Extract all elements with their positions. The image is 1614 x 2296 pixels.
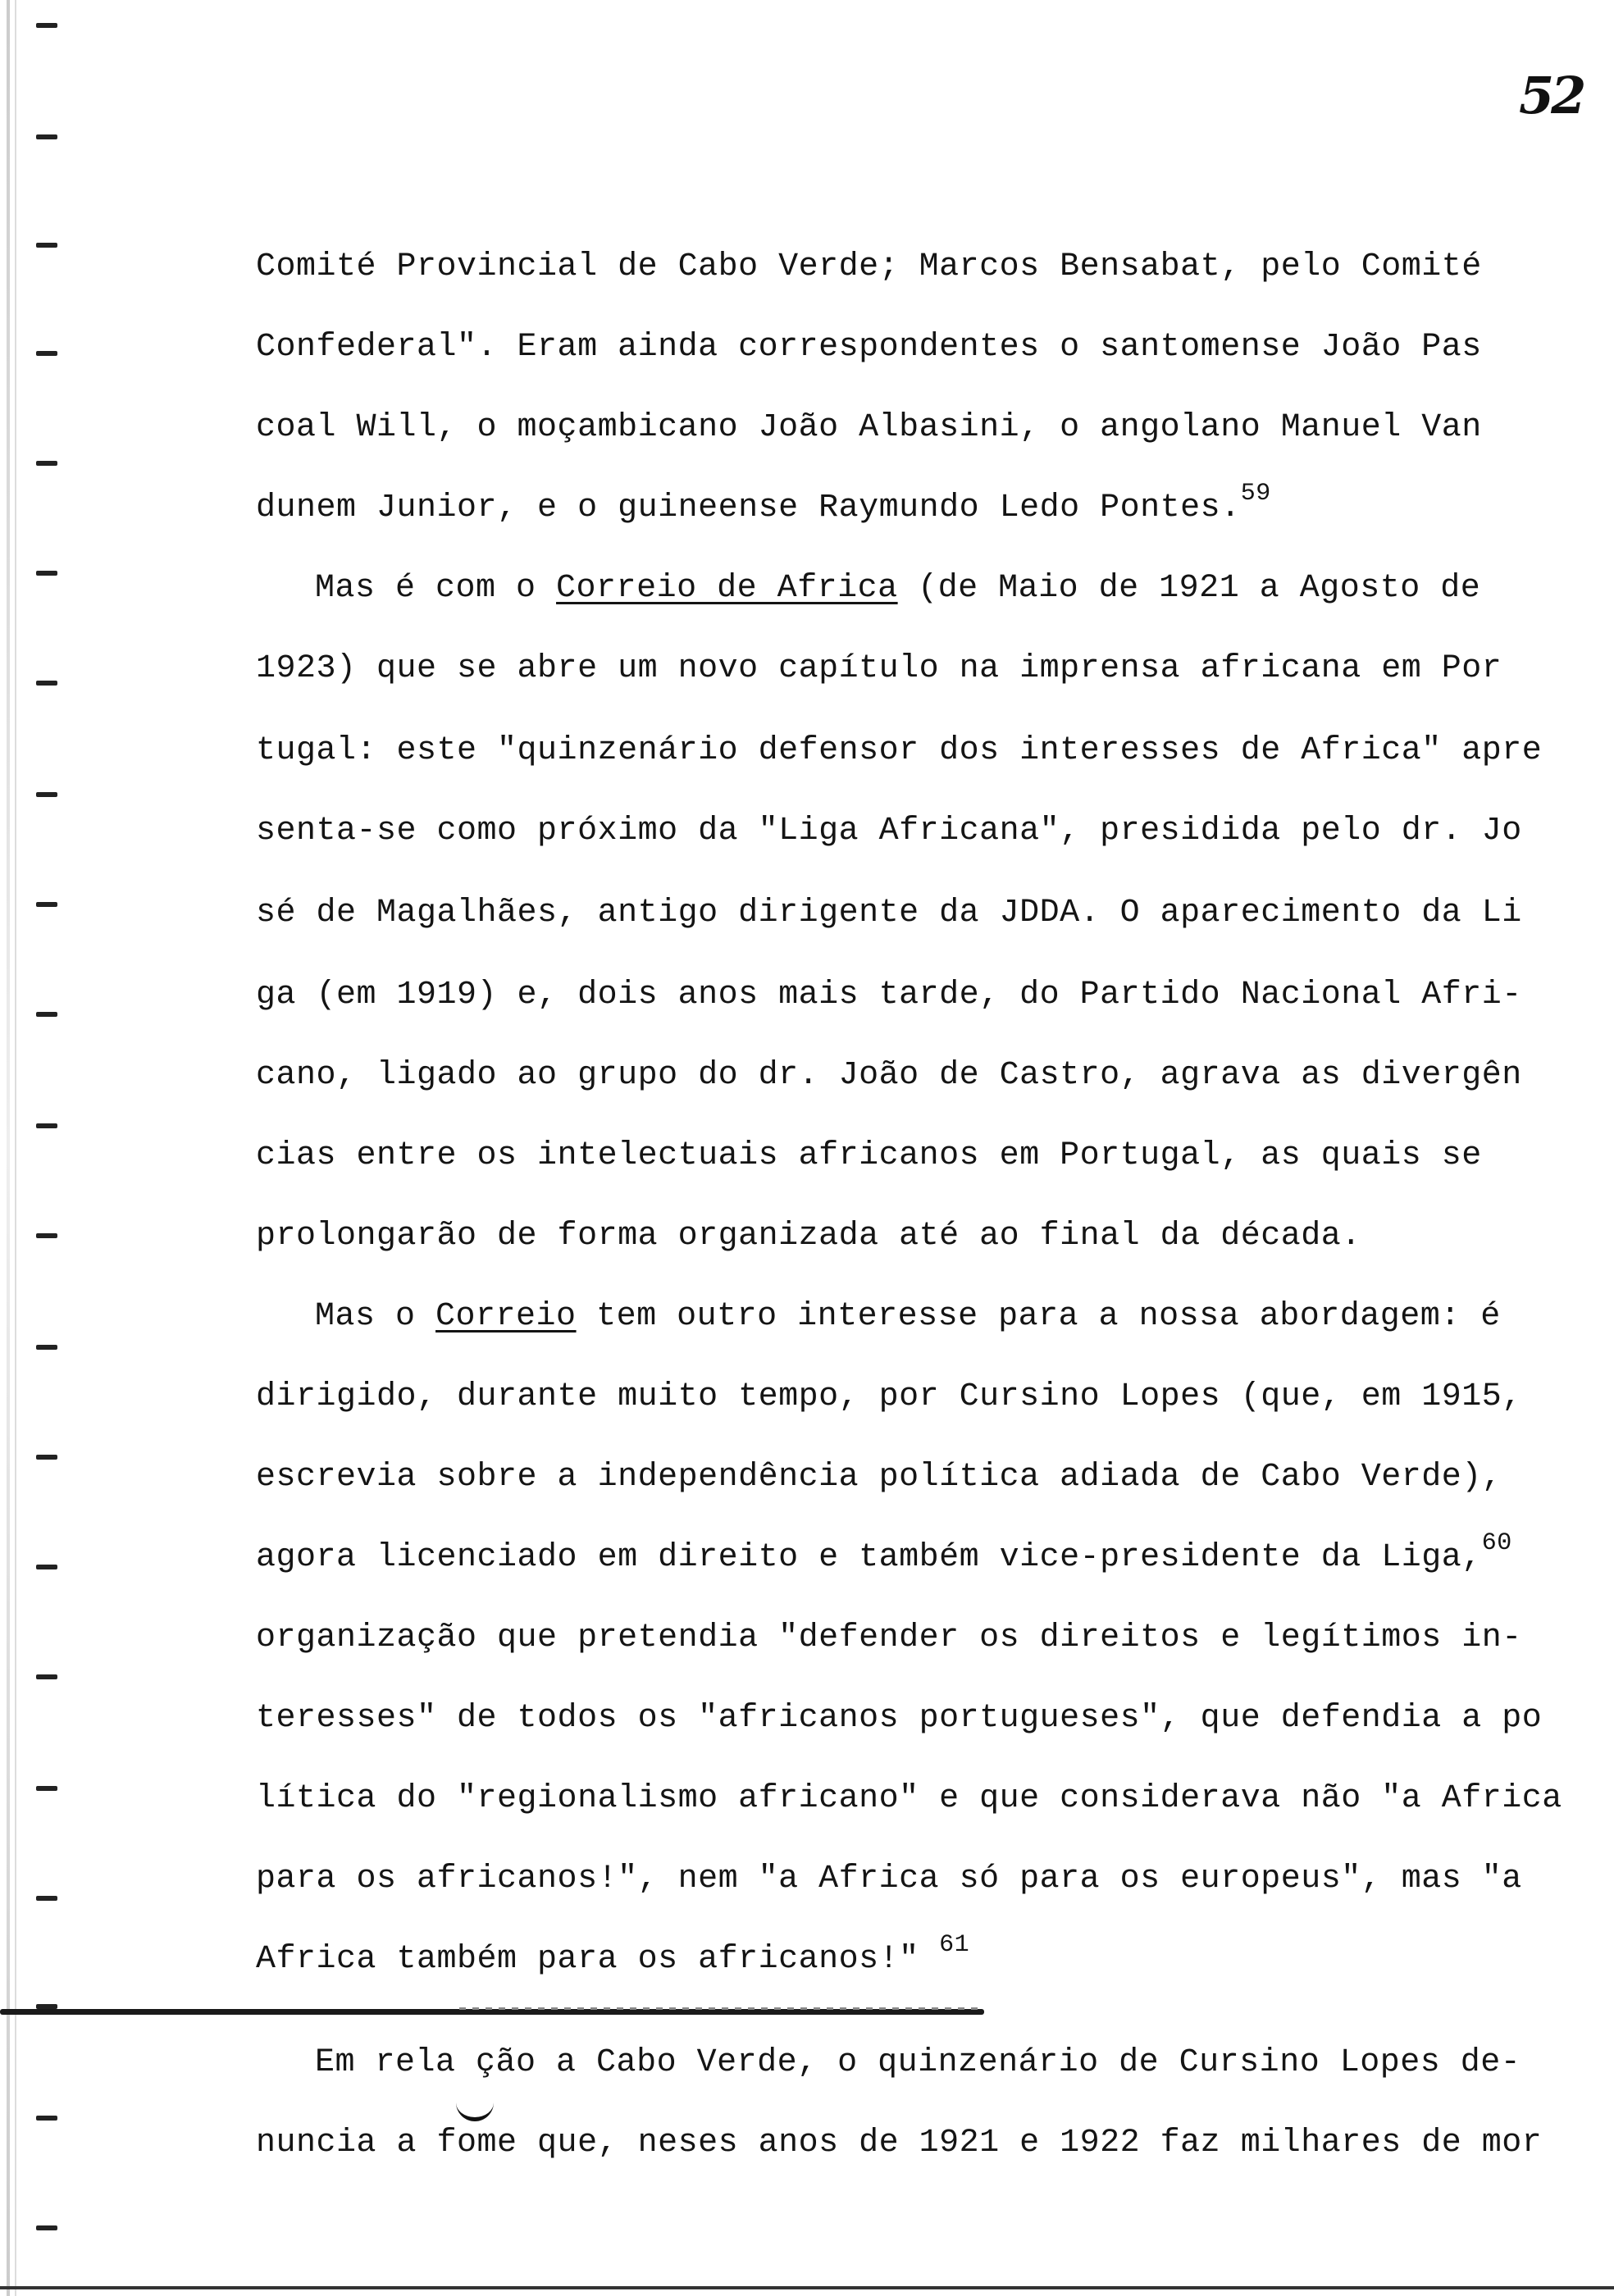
margin-mark [36,792,57,797]
margin-mark [36,461,57,466]
text-line: prolongarão de forma organizada até ao final da década. [256,1218,1361,1255]
text-line: sé de Magalhães, antigo dirigente da JDDA. O aparecimento da Li [256,895,1522,932]
text-line [256,1529,1584,1583]
margin-mark [36,1345,57,1350]
bottom-edge [0,2286,1614,2289]
text-line: Confederal". Eram ainda correspondentes o santomense João Pas [256,329,1482,366]
publication-title: Correio [435,1298,577,1335]
margin-mark [36,571,57,576]
margin-mark [36,134,57,139]
text-line: ga (em 1919) e, dois anos mais tarde, do Partido Nacional Afri- [256,977,1522,1014]
margin-mark [36,351,57,356]
text-line: Em rela ção a Cabo Verde, o quinzenário de Cursino Lopes de- [315,2044,1521,2081]
text-line: dirigido, durante muito tempo, por Cursino Lopes (que, em 1915, [256,1378,1522,1415]
text-span: agora licenciado em direito e também vice-presidente da Liga, [256,1539,1482,1576]
margin-mark [36,2225,57,2230]
footnote-ref: 59 [1240,480,1271,508]
text-span: Mas é com o [315,570,557,607]
page-number: 52 [1519,66,1584,125]
text-span: dunem Junior, e o guineense Raymundo Ledo Pontes. [256,490,1241,526]
text-line [315,1294,1614,1340]
margin-mark [36,1012,57,1017]
text-span: (de Maio de 1921 a Agosto de [897,570,1481,607]
text-line: cano, ligado ao grupo do dr. João de Castro, agrava as divergên [256,1057,1522,1094]
text-line: Comité Provincial de Cabo Verde; Marcos Bensabat, pelo Comité [256,248,1482,285]
text-line: para os africanos!", nem "a Africa só para os europeus", mas "a [256,1861,1522,1897]
text-line: lítica do "regionalismo africano" e que considerava não "a Africa [256,1780,1562,1817]
margin-mark [36,1565,57,1569]
text-line: cias entre os intelectuais africanos em Portugal, as quais se [256,1137,1482,1174]
margin-mark [36,1674,57,1679]
dashed-rule [459,2007,984,2010]
text-line: escrevia sobre a independência política adiada de Cabo Verde), [256,1459,1502,1496]
text-line: 1923) que se abre um novo capítulo na imprensa africana em Por [256,650,1502,687]
margin-mark [36,243,57,248]
text-line: teresses" de todos os "africanos portugueses", que defendia a po [256,1700,1543,1737]
text-line: organização que pretendia "defender os direitos e legítimos in- [256,1620,1522,1656]
text-line: coal Will, o moçambicano João Albasini, o angolano Manuel Van [256,409,1482,446]
text-span: tem outro interesse para a nossa abordagem: é [576,1298,1501,1335]
horizontal-rule [0,2009,984,2015]
text-span: Africa também para os africanos!" [256,1941,919,1978]
margin-mark [36,23,57,28]
text-line [256,1931,1584,1984]
text-span: Mas o [315,1298,436,1335]
footnote-ref: 60 [1481,1529,1512,1557]
text-line: senta-se como próximo da "Liga Africana", presidida pelo dr. Jo [256,813,1522,850]
text-line [256,480,1584,533]
publication-title: Correio de Africa [556,570,898,607]
footnote-ref: 61 [939,1931,970,1959]
margin-mark [36,681,57,686]
binder-edge [7,0,10,2296]
margin-mark [36,1233,57,1238]
text-line [315,566,1614,612]
margin-mark [36,1455,57,1460]
margin-mark [36,1786,57,1791]
correction-mark [456,2098,494,2121]
margin-mark [36,1896,57,1901]
margin-mark [36,2116,57,2121]
text-line: nuncia a fome que, neses anos de 1921 e 1922 faz milhares de mor [256,2125,1543,2162]
margin-mark [36,902,57,907]
margin-mark [36,1123,57,1128]
binder-edge [15,0,16,2296]
text-line: tugal: este "quinzenário defensor dos interesses de Africa" apre [256,732,1543,769]
